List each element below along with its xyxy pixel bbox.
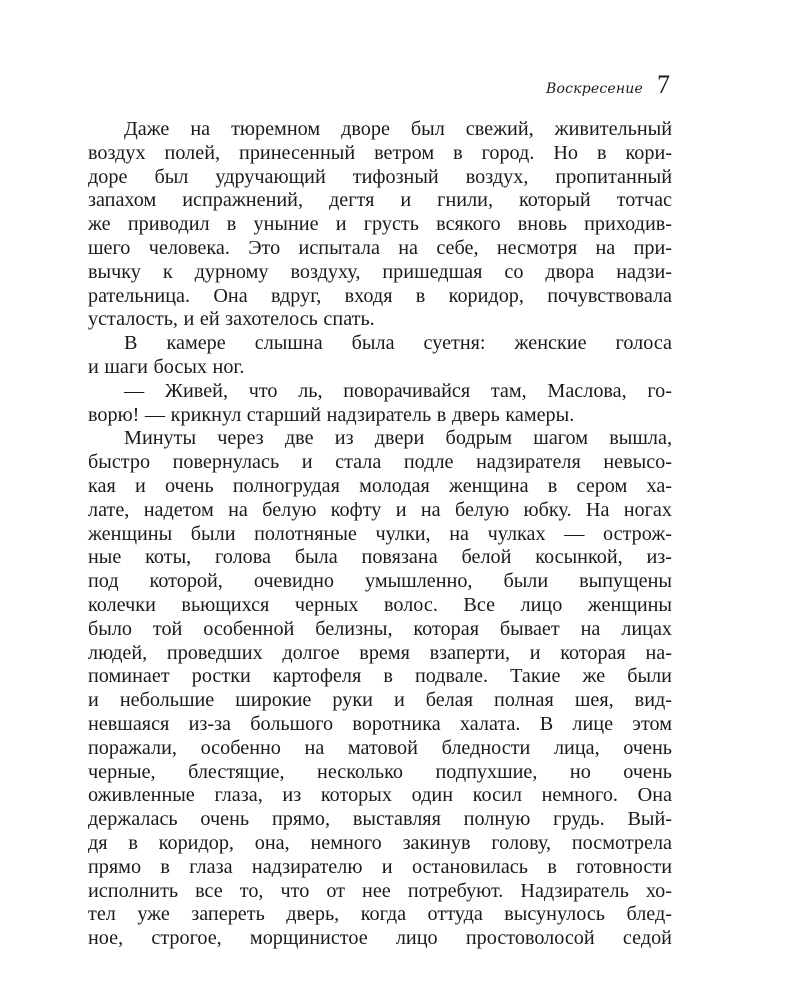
text-line: — Живей, что ль, поворачивайся там, Маслова, го-	[124, 379, 672, 402]
text-line: прямо в глаза надзирателю и остановилась в готовности	[88, 855, 672, 878]
text-line: запахом испражнений, дегтя и гнили, который тотчас	[88, 189, 672, 212]
text-line: исполнить все то, что от нее потребуют. Надзиратель хо-	[88, 879, 672, 902]
text-line: под которой, очевидно умышленно, были выпущены	[88, 570, 672, 593]
text-line: лате, надетом на белую кофту и на белую юбку. На ногах	[88, 498, 672, 521]
paragraph	[88, 427, 672, 951]
text-line: рательница. Она вдруг, входя в коридор, почувствовала	[88, 284, 672, 307]
text-line: черные, блестящие, несколько подпухшие, но очень	[88, 760, 672, 783]
running-head	[546, 72, 670, 98]
text-line: Минуты через две из двери бодрым шагом вышла,	[124, 427, 672, 450]
text-line: людей, проведших долгое время взаперти, и которая на-	[88, 641, 672, 664]
text-line: воздух полей, принесенный ветром в город. Но в кори-	[88, 141, 672, 164]
running-title: Воскресение	[545, 81, 643, 97]
text-line: колечки вьющихся черных волос. Все лицо женщины	[88, 593, 672, 616]
text-line: и шаги босых ног.	[88, 355, 245, 378]
text-line: оживленные глаза, из которых один косил немного. Она	[88, 784, 672, 807]
page-number: 7	[657, 70, 670, 99]
text-line: поражали, особенно на матовой бледности лица, очень	[88, 736, 672, 759]
text-line: шего человека. Это испытала на себе, несмотря на при-	[88, 236, 672, 259]
paragraph	[88, 118, 672, 332]
text-line: кая и очень полногрудая молодая женщина в сером ха-	[88, 474, 672, 497]
text-line: тел уже запереть дверь, когда оттуда высунулось блед-	[88, 903, 672, 926]
text-line: держалась очень прямо, выставляя полную грудь. Вый-	[88, 808, 672, 831]
text-line: женщины были полотняные чулки, на чулках — острож-	[88, 522, 672, 545]
text-line: Даже на тюремном дворе был свежий, живительный	[124, 118, 672, 140]
text-line: быстро повернулась и стала подле надзирателя невысо-	[88, 451, 672, 474]
text-line: ное, строгое, морщинистое лицо простоволосой седой	[88, 927, 672, 950]
text-line: ворю! — крикнул старший надзиратель в дверь камеры.	[88, 403, 575, 426]
text-line: же приводил в уныние и грусть всякого вновь приходив-	[88, 213, 672, 236]
text-line: и небольшие широкие руки и белая полная шея, вид-	[88, 689, 672, 712]
paragraph	[88, 380, 672, 428]
paragraph	[88, 332, 672, 380]
text-line: вычку к дурному воздуху, пришедшая со двора надзи-	[88, 260, 672, 283]
text-line: ные коты, голова была повязана белой косынкой, из-	[88, 546, 672, 569]
text-line: поминает ростки картофеля в подвале. Такие же были	[88, 665, 672, 688]
text-line: дя в коридор, она, немного закинув голову, посмотрела	[88, 831, 672, 854]
text-line: было той особенной белизны, которая бывает на лицах	[88, 617, 672, 640]
text-line: доре был удручающий тифозный воздух, пропитанный	[88, 165, 672, 188]
text-line: усталость, и ей захотелось спать.	[88, 308, 375, 331]
text-line: В камере слышна была суетня: женские голоса	[124, 332, 672, 355]
body-text	[88, 118, 672, 951]
text-line: невшаяся из-за большого воротника халата. В лице этом	[88, 712, 672, 735]
